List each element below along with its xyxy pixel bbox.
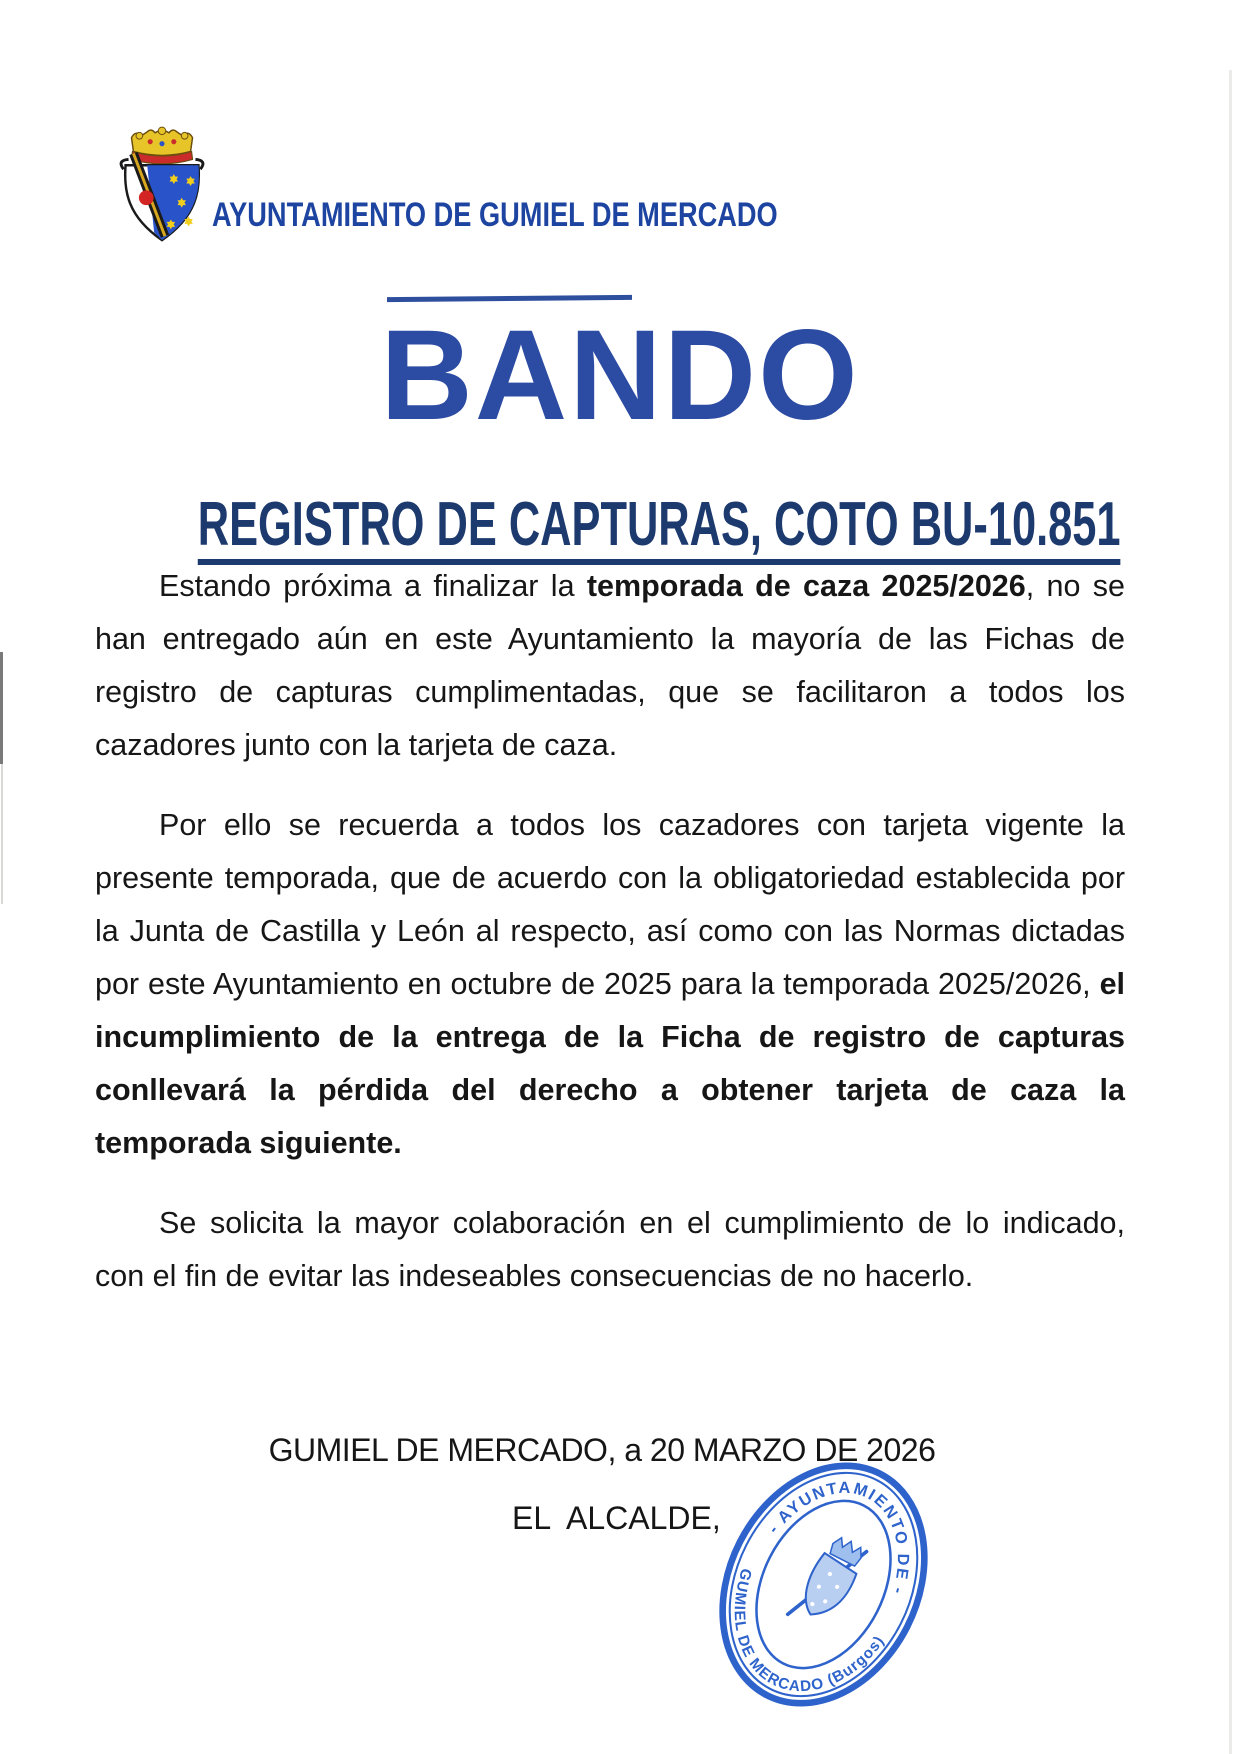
stamp-coat-of-arms — [788, 1531, 870, 1634]
stamp-bottom-text: GUMIEL DE MERCADO (Burgos) — [730, 1566, 889, 1696]
paragraph-3: Se solicita la mayor colaboración en el cumplimiento de lo indicado, con el fin de evitar las indeseables consecuencias de no hacerlo. — [95, 1206, 1125, 1293]
org-name: AYUNTAMIENTO DE GUMIEL DE MERCADO — [212, 196, 778, 234]
scan-edge-artifact — [1229, 70, 1232, 1754]
paragraph-1: Estando próxima a finalizar la temporada de caza 2025/2026, no se han entregado aún en este Ayuntamiento la mayoría de las Fichas de registro de capturas cumplimentadas, que se facilitaron a todos los cazadores junto con la tarjeta de caza. — [95, 569, 1125, 762]
crown — [131, 127, 192, 164]
shield — [121, 153, 203, 240]
page-title: BANDO — [380, 304, 860, 447]
signature-title: EL ALCALDE, — [512, 1500, 721, 1536]
subtitle-row — [0, 490, 1240, 565]
stamp-top-text: - AYUNTAMIENTO DE - — [764, 1478, 912, 1598]
header-divider-rule — [387, 295, 632, 302]
municipal-stamp — [704, 1452, 944, 1717]
date-line: GUMIEL DE MERCADO, a 20 MARZO DE 2026 — [268, 1432, 936, 1468]
paragraph-2: Por ello se recuerda a todos los cazadores con tarjeta vigente la presente temporada, que de acuerdo con la obligatoriedad establecida por la Junta de Castilla y León al respecto, así como con las Normas dictadas por este Ayuntamiento en octubre de 2025 para la temporada 2025/2026, el incumplimiento de la entrega de la Ficha de registro de capturas conllevará la pérdida del derecho a obtener tarjeta de caza la temporada siguiente. — [95, 808, 1125, 1160]
body-text — [95, 560, 1125, 1330]
municipal-coat-of-arms-icon — [98, 120, 226, 248]
scan-mark-artifact — [1, 764, 3, 904]
scan-mark-artifact — [0, 652, 3, 764]
subtitle: REGISTRO DE CAPTURAS, COTO BU-10.851 — [198, 494, 1121, 565]
